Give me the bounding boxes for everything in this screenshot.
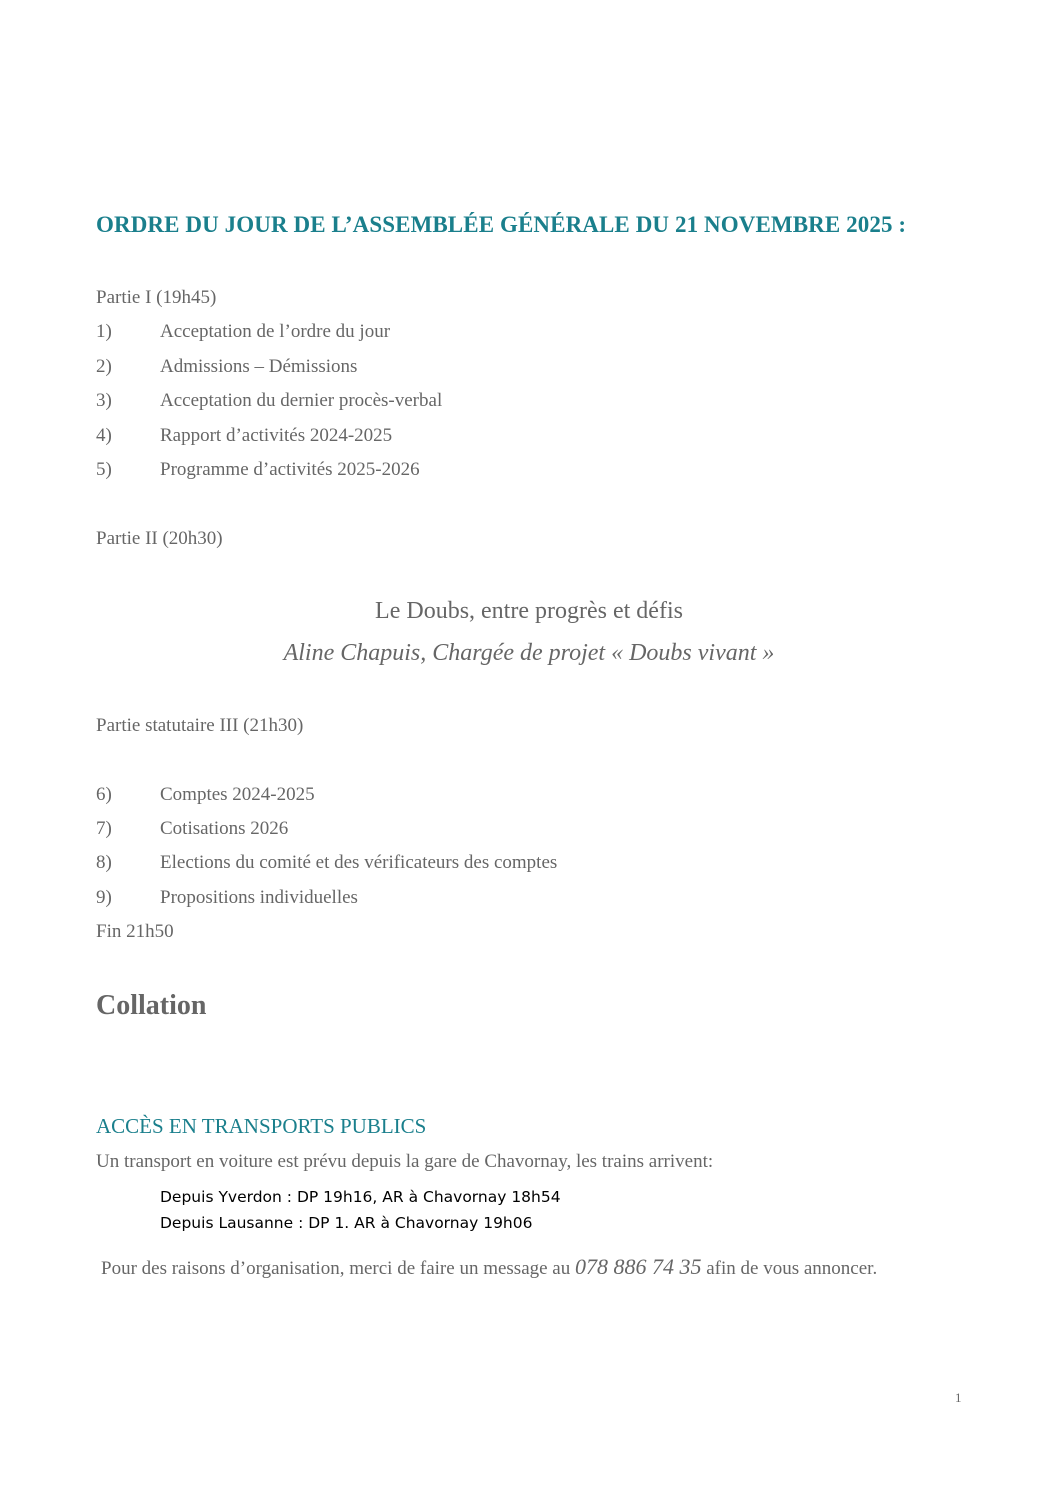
agenda-item-number: 2)	[96, 356, 112, 377]
agenda-item	[96, 425, 392, 447]
agenda-item-number: 3)	[96, 390, 112, 411]
page-number: 1	[955, 1390, 962, 1405]
access-text: Un transport en voiture est prévu depuis la gare de Chavornay, les trains arrivent:	[96, 1151, 714, 1172]
agenda-item-text: Cotisations 2026	[160, 818, 289, 839]
part2-heading: Partie II (20h30)	[96, 528, 223, 549]
agenda-item-text: Comptes 2024-2025	[160, 784, 315, 805]
agenda-item	[96, 818, 288, 840]
agenda-item-text: Admissions – Démissions	[160, 356, 358, 377]
agenda-item	[96, 390, 442, 412]
agenda-item-text: Acceptation de l’ordre du jour	[160, 321, 391, 342]
notice-after: afin de vous annoncer.	[706, 1258, 878, 1279]
part3-heading: Partie statutaire III (21h30)	[96, 715, 304, 736]
end-time: Fin 21h50	[96, 921, 174, 942]
phone-number: 078 886 74 35	[575, 1254, 702, 1279]
notice-before: Pour des raisons d’organisation, merci de faire un message au	[101, 1258, 571, 1279]
agenda-item	[96, 887, 358, 909]
agenda-item-number: 1)	[96, 321, 112, 342]
agenda-item-number: 7)	[96, 818, 112, 839]
agenda-item-number: 6)	[96, 784, 112, 805]
agenda-item-text: Programme d’activités 2025-2026	[160, 459, 420, 480]
agenda-item-text: Rapport d’activités 2024-2025	[160, 425, 393, 446]
agenda-item-number: 5)	[96, 459, 112, 480]
part1-heading: Partie I (19h45)	[96, 287, 217, 308]
agenda-item-number: 4)	[96, 425, 112, 446]
train-lausanne: Depuis Lausanne : DP 1. AR à Chavornay 19h06	[160, 1214, 533, 1232]
agenda-item	[96, 356, 357, 378]
collation-heading: Collation	[96, 990, 207, 1021]
agenda-item	[96, 459, 420, 481]
talk-speaker: Aline Chapuis, Chargée de projet « Doubs vivant »	[283, 640, 775, 666]
agenda-item-text: Acceptation du dernier procès-verbal	[160, 390, 443, 411]
agenda-item-text: Elections du comité et des vérificateurs des comptes	[160, 852, 558, 873]
access-title: ACCÈS EN TRANSPORTS PUBLICS	[96, 1114, 427, 1138]
agenda-item-number: 9)	[96, 887, 112, 908]
agenda-item-text: Propositions individuelles	[160, 887, 358, 908]
agenda-item	[96, 852, 557, 874]
agenda-item	[96, 784, 315, 806]
notice	[101, 1254, 877, 1280]
agenda-item-number: 8)	[96, 852, 112, 873]
agenda-item	[96, 321, 390, 343]
agenda-title: ORDRE DU JOUR DE L’ASSEMBLÉE GÉNÉRALE DU 21 NOVEMBRE 2025 :	[96, 212, 907, 237]
train-yverdon: Depuis Yverdon : DP 19h16, AR à Chavornay 18h54	[160, 1188, 561, 1206]
talk-title: Le Doubs, entre progrès et défis	[375, 598, 683, 624]
